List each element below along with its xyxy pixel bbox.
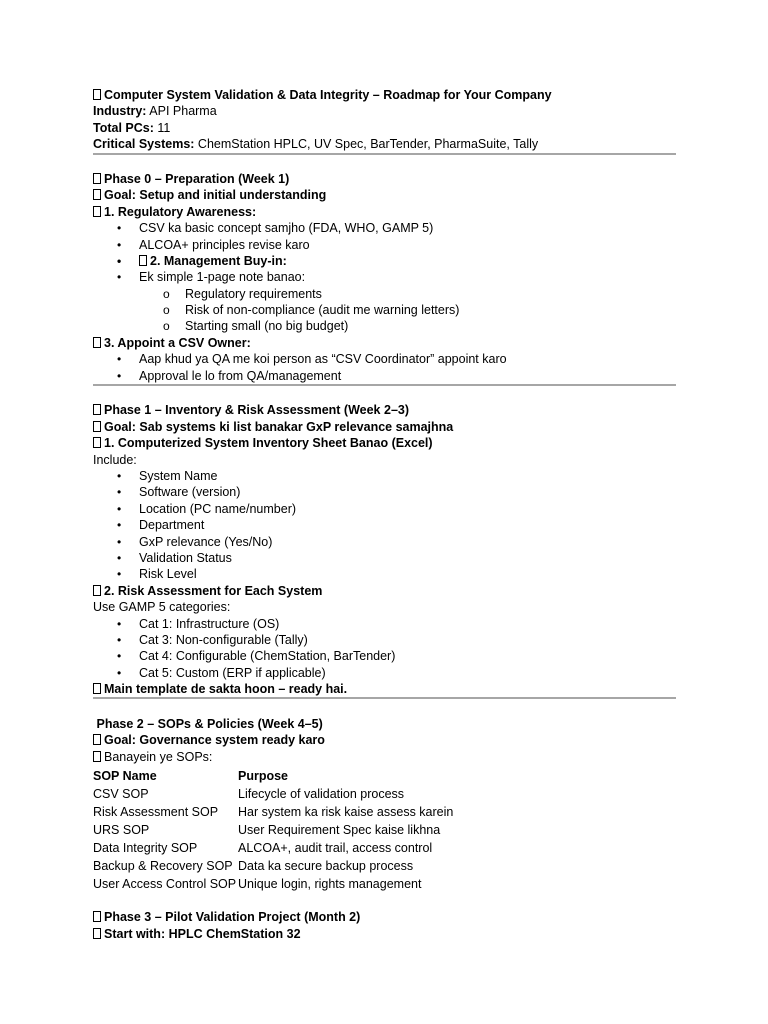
placeholder-glyph-icon	[93, 751, 101, 762]
table-row	[93, 875, 453, 893]
list-item: • CSV ka basic concept samjho (FDA, WHO, GAMP 5)	[93, 220, 676, 236]
sub-list-item: o Regulatory requirements	[93, 286, 676, 302]
phase-1-gamp-label: Use GAMP 5 categories:	[93, 600, 231, 615]
phase-0-sub-list	[93, 286, 676, 335]
phase-0-goal: Goal: Setup and initial understanding	[93, 187, 676, 203]
column-header: Purpose	[238, 769, 289, 784]
placeholder-glyph-icon	[93, 421, 101, 432]
table-cell: Risk Assessment SOP	[93, 805, 219, 820]
table-cell: User Requirement Spec kaise likhna	[238, 823, 441, 838]
table-row	[93, 857, 453, 875]
document-body	[93, 87, 676, 942]
phase-0-step-1: 1. Regulatory Awareness:	[93, 204, 676, 220]
list-item: • Software (version)	[93, 484, 676, 500]
placeholder-glyph-icon	[93, 173, 101, 184]
industry-line: Industry: API Pharma	[93, 104, 217, 119]
table-cell: Data Integrity SOP	[93, 841, 198, 856]
table-cell: URS SOP	[93, 823, 150, 838]
placeholder-glyph-icon	[93, 89, 101, 100]
column-header: SOP Name	[93, 769, 157, 784]
critical-systems-line: Critical Systems: ChemStation HPLC, UV Spec, BarTender, PharmaSuite, Tally	[93, 137, 539, 152]
placeholder-glyph-icon	[93, 911, 101, 922]
table-cell: CSV SOP	[93, 787, 149, 802]
list-item: • Aap khud ya QA me koi person as “CSV Coordinator” appoint karo	[93, 351, 676, 367]
table-cell: ALCOA+, audit trail, access control	[238, 841, 433, 856]
doc-title: Computer System Validation & Data Integrity – Roadmap for Your Company	[93, 87, 676, 103]
phase-1-step-2: 2. Risk Assessment for Each System	[93, 583, 676, 599]
phase-1-heading: Phase 1 – Inventory & Risk Assessment (Week 2–3)	[93, 402, 676, 418]
phase-1-step-1: 1. Computerized System Inventory Sheet Banao (Excel)	[93, 435, 676, 451]
phase-3-heading: Phase 3 – Pilot Validation Project (Month 2)	[93, 909, 676, 925]
table-header-row	[93, 767, 453, 785]
phase-0-step-3-list	[93, 351, 676, 384]
list-item: • Cat 4: Configurable (ChemStation, BarTender)	[93, 648, 676, 664]
phase-1-include: Include:	[93, 452, 137, 467]
table-row	[93, 839, 453, 857]
placeholder-glyph-icon	[93, 337, 101, 348]
phase-2-goal: Goal: Governance system ready karo	[93, 732, 676, 748]
list-item: • System Name	[93, 468, 676, 484]
table-cell: Lifecycle of validation process	[238, 787, 405, 802]
placeholder-glyph-icon	[93, 585, 101, 596]
phase-3-start: Start with: HPLC ChemStation 32	[93, 926, 676, 942]
list-item: • Risk Level	[93, 566, 676, 582]
sop-table	[93, 767, 453, 893]
gamp-categories-list	[93, 616, 676, 682]
placeholder-glyph-icon	[93, 206, 101, 217]
placeholder-glyph-icon	[93, 734, 101, 745]
list-item: • Ek simple 1-page note banao:	[93, 269, 676, 285]
table-row	[93, 821, 453, 839]
list-item: • Cat 5: Custom (ERP if applicable)	[93, 665, 676, 681]
sub-list-item: o Risk of non-compliance (audit me warning letters)	[93, 302, 676, 318]
phase-0-heading: Phase 0 – Preparation (Week 1)	[93, 171, 676, 187]
list-item: • GxP relevance (Yes/No)	[93, 534, 676, 550]
list-item: • Department	[93, 517, 676, 533]
phase-1-template-note: Main template de sakta hoon – ready hai.	[93, 681, 676, 697]
placeholder-glyph-icon	[93, 437, 101, 448]
phase-1-goal: Goal: Sab systems ki list banakar GxP relevance samajhna	[93, 419, 676, 435]
table-row	[93, 785, 453, 803]
list-item: • Cat 3: Non-configurable (Tally)	[93, 632, 676, 648]
sub-list-item: o Starting small (no big budget)	[93, 318, 676, 334]
placeholder-glyph-icon	[93, 404, 101, 415]
table-cell: Har system ka risk kaise assess karein	[238, 805, 454, 820]
placeholder-glyph-icon	[93, 928, 101, 939]
table-cell: User Access Control SOP	[93, 877, 237, 892]
table-row	[93, 803, 453, 821]
phase-2-heading: Phase 2 – SOPs & Policies (Week 4–5)	[96, 716, 323, 731]
total-pcs-line: Total PCs: 11	[93, 120, 171, 135]
list-item: • Validation Status	[93, 550, 676, 566]
list-item: • Location (PC name/number)	[93, 501, 676, 517]
table-cell: Backup & Recovery SOP	[93, 859, 233, 874]
table-cell: Unique login, rights management	[238, 877, 422, 892]
table-cell: Data ka secure backup process	[238, 859, 414, 874]
list-item: • 2. Management Buy-in:	[93, 253, 676, 269]
list-item: • Approval le lo from QA/management	[93, 368, 676, 384]
inventory-fields-list	[93, 468, 676, 583]
phase-2-sops-label: Banayein ye SOPs:	[93, 749, 676, 765]
placeholder-glyph-icon	[139, 255, 147, 266]
list-item: • ALCOA+ principles revise karo	[93, 237, 676, 253]
phase-0-step-3: 3. Appoint a CSV Owner:	[93, 335, 676, 351]
list-item: • Cat 1: Infrastructure (OS)	[93, 616, 676, 632]
placeholder-glyph-icon	[93, 189, 101, 200]
placeholder-glyph-icon	[93, 683, 101, 694]
phase-0-step-1-list	[93, 220, 676, 286]
